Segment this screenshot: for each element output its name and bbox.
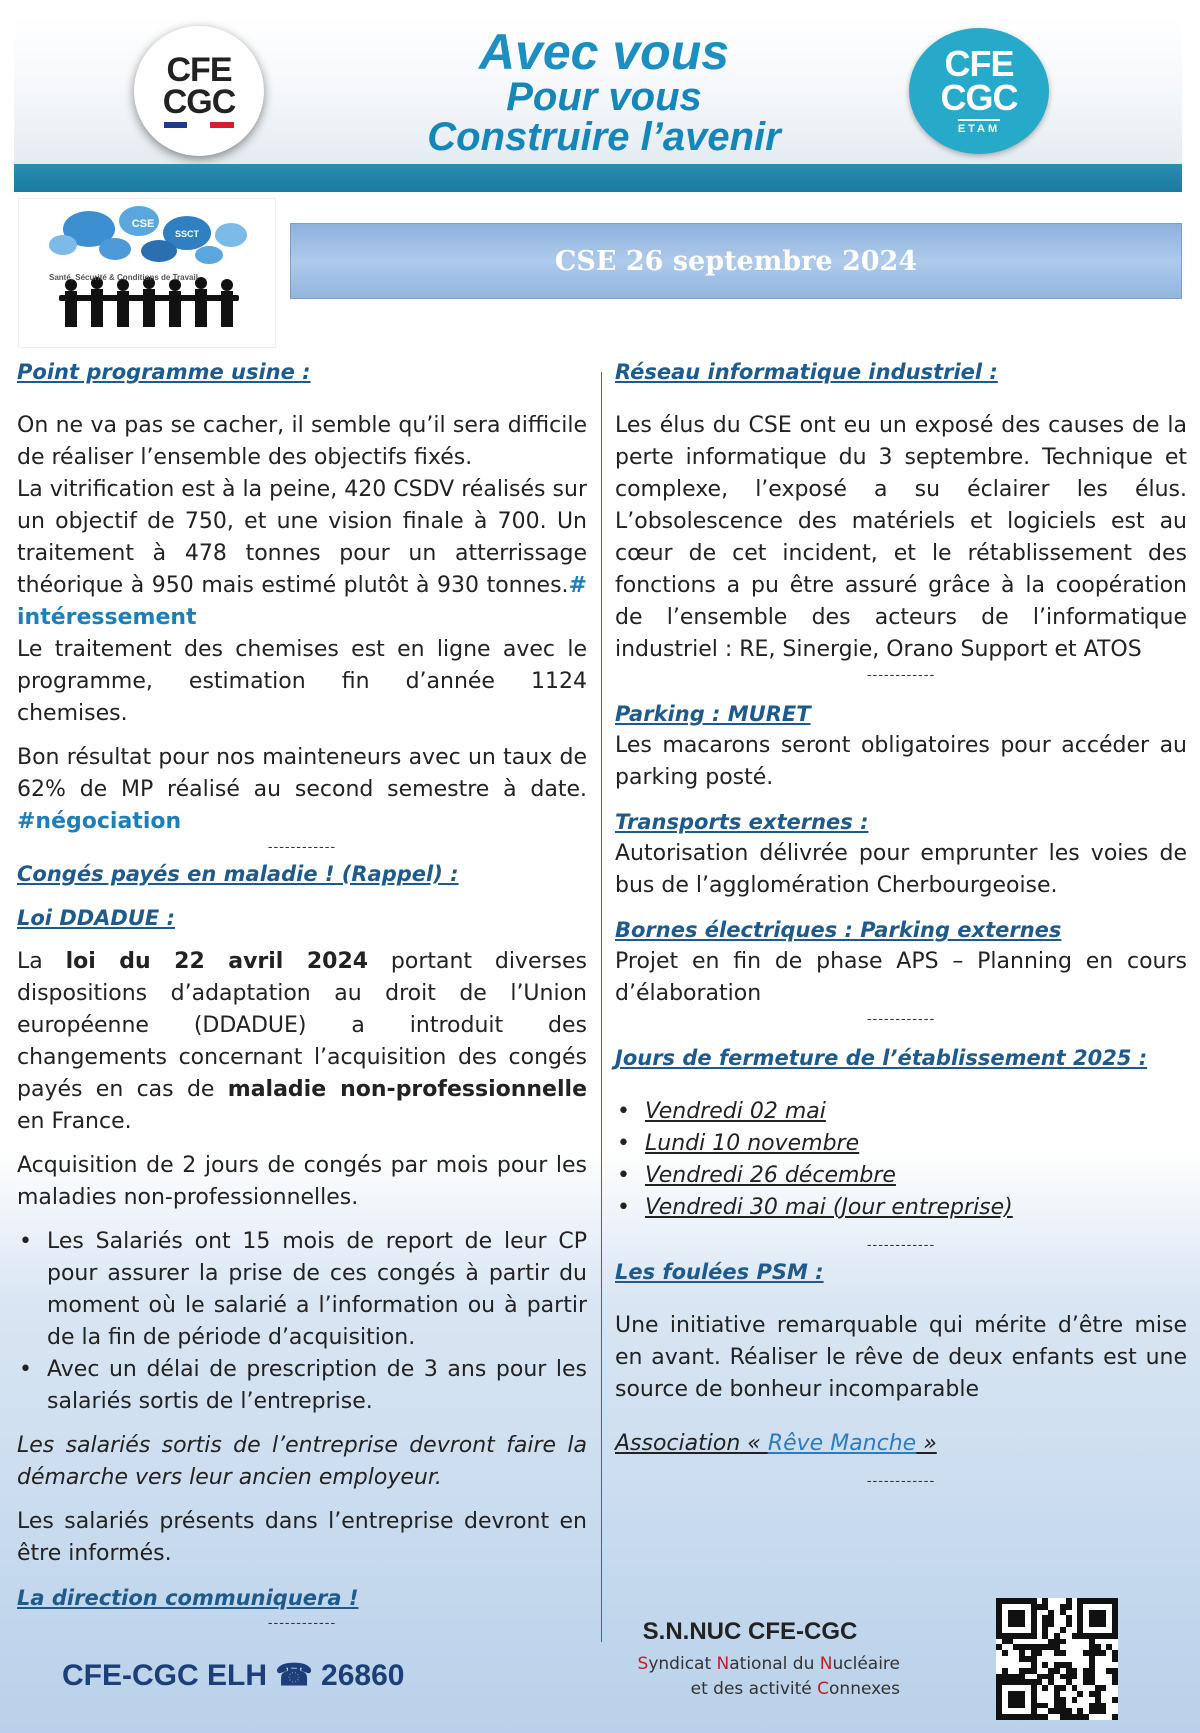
heading-programme: Point programme usine : <box>17 360 311 384</box>
union-fullname-line2: et des activité Connexes <box>690 1679 900 1699</box>
slogan-line-3: Construire l’avenir <box>427 115 781 159</box>
slogan <box>374 26 834 158</box>
heading-foulees: Les foulées PSM : <box>615 1260 824 1284</box>
conges-p2: Acquisition de 2 jours de congés par mois pour les maladies non-professionnelles. <box>17 1153 587 1210</box>
foulees-p1: Une initiative remarquable qui mérite d’être mise en avant. Réaliser le rêve de deux enfants est une source de bonheur incomparable <box>615 1313 1187 1402</box>
conges-p4: Les salariés présents dans l’entreprise devront en être informés. <box>17 1509 587 1566</box>
cfe-cgc-etam-logo: CFE CGC ETAM <box>909 28 1049 154</box>
programme-p4: Bon résultat pour nos mainteneurs avec un taux de 62% de MP réalisé au second semestre à date. #négociation <box>17 745 587 834</box>
conges-p3: Les salariés sortis de l’entreprise devront faire la démarche vers leur ancien employeur. <box>17 1433 587 1490</box>
parking-p1: Les macarons seront obligatoires pour accéder au parking posté. <box>615 733 1187 790</box>
hashtag-negociation[interactable]: #négociation <box>17 809 182 834</box>
separator: ------------ <box>866 1012 936 1027</box>
union-name: S.N.NUC CFE-CGC <box>642 1618 858 1645</box>
separator: ------------ <box>267 1616 337 1631</box>
conges-p1: La loi du 22 avril 2024 portant diverses dispositions d’adaptation au droit de l’Union européenne (DDADUE) a introduit des changements concernant l’acquisition des congés payés en cas de maladie non-professionnelle en France. <box>17 949 587 1134</box>
separator: ------------ <box>267 840 337 855</box>
meeting-caption: Santé, Sécurité & Conditions de Travail <box>49 273 198 282</box>
heading-parking: Parking : MURET <box>615 702 811 726</box>
list-item: • Vendredi 26 décembre <box>617 1163 896 1188</box>
transports-p1: Autorisation délivrée pour emprunter les voies de bus de l’agglomération Cherbourgeoise. <box>615 841 1187 898</box>
contact-phone: CFE-CGC ELH ☎ 26860 <box>62 1659 405 1692</box>
heading-reseau: Réseau informatique industriel : <box>615 360 998 384</box>
tricolor-stripe <box>164 122 234 128</box>
heading-loi-ddadue: Loi DDADUE : <box>17 906 175 930</box>
separator: ------------ <box>866 1238 936 1253</box>
hashtag-interessement[interactable]: # intéressement <box>17 573 587 630</box>
page-title: CSE 26 septembre 2024 <box>290 223 1182 299</box>
heading-bornes: Bornes électriques : Parking externes <box>615 918 1062 942</box>
slogan-line-2: Pour vous <box>506 75 702 119</box>
reve-manche-link[interactable]: Rêve Manche <box>767 1431 917 1456</box>
svg-text:CSE: CSE <box>131 218 155 230</box>
heading-fermeture: Jours de fermeture de l’établissement 2025 : <box>615 1046 1148 1070</box>
banner-bar <box>14 164 1182 192</box>
list-item: • Vendredi 30 mai (Jour entreprise) <box>617 1195 1013 1220</box>
programme-p3: Le traitement des chemises est en ligne avec le programme, estimation fin d’année 1124 chemises. <box>17 637 587 726</box>
right-column <box>615 356 1187 1492</box>
heading-conges: Congés payés en maladie ! (Rappel) : <box>17 862 459 886</box>
union-fullname-line1: Syndicat National du Nucléaire <box>637 1654 900 1674</box>
heading-transports: Transports externes : <box>615 810 869 834</box>
list-item: • Avec un délai de prescription de 3 ans pour les salariés sortis de l’entreprise. <box>19 1357 587 1414</box>
svg-text:SSCT: SSCT <box>174 229 200 239</box>
association-line: Association « Rêve Manche » <box>615 1431 937 1456</box>
union-signature <box>600 1618 900 1702</box>
programme-p2: La vitrification est à la peine, 420 CSDV réalisés sur un objectif de 750, et une vision finale à 700. Un traitement à 478 tonnes pour un atterrissage théorique à 950 mais estimé plutôt à 930 tonnes.# intéressement <box>17 477 587 630</box>
bornes-p1: Projet en fin de phase APS – Planning en cours d’élaboration <box>615 949 1187 1006</box>
cfe-cgc-logo-left: CFE CGC <box>134 26 264 156</box>
programme-p1: On ne va pas se cacher, il semble qu’il sera difficile de réaliser l’ensemble des objectifs fixés. <box>17 413 587 470</box>
meeting-illustration <box>18 198 276 348</box>
closing-note: La direction communiquera ! <box>17 1586 359 1610</box>
reseau-p1: Les élus du CSE ont eu un exposé des causes de la perte informatique du 3 septembre. Technique et complexe, l’exposé a su éclairer les élus. L’obsolescence des matériels et logiciels est au cœur de cet incident, et le rétablissement des fonctions a pu être assuré grâce à la coopération de l’ensemble des acteurs de l’informatique industriel : RE, Sinergie, Orano Support et ATOS <box>615 413 1187 662</box>
column-divider <box>601 372 602 1642</box>
list-item: • Vendredi 02 mai <box>617 1099 826 1124</box>
list-item: • Lundi 10 novembre <box>617 1131 860 1156</box>
qr-code-icon[interactable] <box>996 1598 1118 1720</box>
header-banner <box>14 16 1182 164</box>
slogan-line-1: Avec vous <box>478 24 730 80</box>
separator: ------------ <box>866 668 936 683</box>
separator: ------------ <box>866 1474 936 1489</box>
left-column <box>17 356 587 1634</box>
closure-days-list <box>615 1096 1187 1224</box>
conges-bullets <box>17 1226 587 1418</box>
list-item: • Les Salariés ont 15 mois de report de leur CP pour assurer la prise de ces congés à partir du moment où le salarié a l’information ou à partir de la fin de période d’acquisition. <box>19 1229 587 1350</box>
